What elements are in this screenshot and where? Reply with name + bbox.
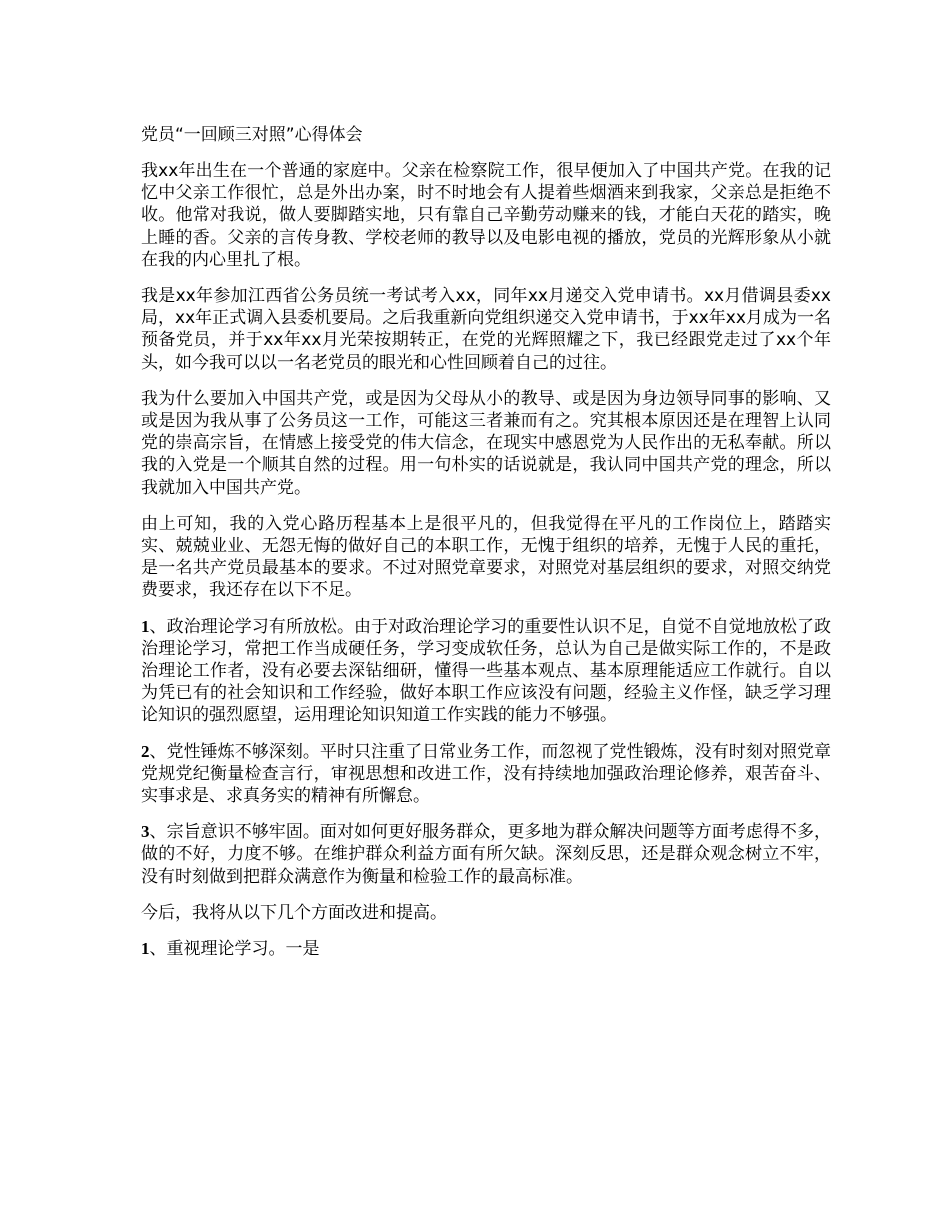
paragraph-improvement-intro [141, 902, 831, 924]
paragraph-text: 、政治理论学习有所放松。由于对政治理论学习的重要性认识不足，自觉不自觉地放松了政治理论学习，常把工作当成硬任务，学习变成软任务，总认为自己是做实际工作的，不是政治理论工作者，没有必要去深钻细研，懂得一些基本观点、基本原理能适应工作就行。自以为凭已有的社会知识和工作经验，做好本职工作应该没有问题，经验主义作怪，缺乏学习理论知识的强烈愿望，运用理论知识知道工作实践的能力不够强。 [141, 616, 831, 726]
paragraph-text: 、重视理论学习。一是 [149, 939, 320, 960]
paragraph-reasons [141, 388, 831, 499]
paragraph-family-background [141, 160, 831, 271]
item-number: 3 [141, 822, 150, 842]
paragraph-text: 我为什么要加入中国共产党，或是因为父母从小的教导、或是因为身边领导同事的影响、又或是因为我从事了公务员这一工作，可能这三者兼而有之。究其根本原因还是在理智上认同党的崇高宗旨，在情感上接受党的伟大信念，在现实中感恩党为人民作出的无私奉献。所以我的入党是一个顺其自然的过程。用一句朴实的话说就是，我认同中国共产党的理念，所以我就加入中国共产党。 [141, 388, 831, 498]
item-number: 1 [141, 939, 150, 959]
paragraph-shortcoming-2 [141, 741, 831, 808]
paragraph-improvement-1 [141, 938, 831, 960]
document-title: 党员“一回顾三对照”心得体会 [141, 125, 363, 145]
paragraph-shortcoming-1 [141, 616, 831, 727]
paragraph-summary [141, 513, 831, 602]
paragraph-text: 我是xx年参加江西省公务员统一考试考入xx，同年xx月递交入党申请书。xx月借调县委xx局，xx年正式调入县委机要局。之后我重新向党组织递交入党申请书，于xx年xx月成为一名预备党员，并于xx年xx月光荣按期转正，在党的光辉照耀之下，我已经跟党走过了xx个年头，如今我可以以一名老党员的眼光和心性回顾着自己的过往。 [141, 286, 831, 373]
paragraph-text: 我xx年出生在一个普通的家庭中。父亲在检察院工作，很早便加入了中国共产党。在我的记忆中父亲工作很忙，总是外出办案，时不时地会有人提着些烟酒来到我家，父亲总是拒绝不收。他常对我说，做人要脚踏实地，只有靠自己辛勤劳动赚来的钱，才能白天花的踏实，晚上睡的香。父亲的言传身教、学校老师的教导以及电影电视的播放，党员的光辉形象从小就在我的内心里扎了根。 [141, 161, 831, 270]
paragraph-text: 、党性锤炼不够深刻。平时只注重了日常业务工作，而忽视了党性锻炼，没有时刻对照党章党规党纪衡量检查言行，审视思想和改进工作，没有持续地加强政治理论修养，艰苦奋斗、实事求是、求真务实的精神有所懈怠。 [141, 741, 831, 807]
item-number: 1 [141, 616, 150, 636]
paragraph-joining-history [141, 285, 831, 374]
paragraph-text: 由上可知，我的入党心路历程基本上是很平凡的，但我觉得在平凡的工作岗位上，踏踏实实、兢兢业业、无怨无悔的做好自己的本职工作，无愧于组织的培养，无愧于人民的重托，是一名共产党员最基本的要求。不过对照党章要求，对照党对基层组织的要求，对照交纳党费要求，我还存在以下不足。 [141, 513, 831, 601]
paragraph-text: 、宗旨意识不够牢固。面对如何更好服务群众，更多地为群众解决问题等方面考虑得不多，做的不好，力度不够。在维护群众利益方面有所欠缺。深刻反思，还是群众观念树立不牢，没有时刻做到把群众满意作为衡量和检验工作的最高标准。 [141, 822, 831, 887]
paragraph-text: 今后，我将从以下几个方面改进和提高。 [141, 902, 447, 923]
paragraph-shortcoming-3 [141, 821, 831, 888]
item-number: 2 [141, 741, 150, 761]
document-body [141, 124, 831, 974]
